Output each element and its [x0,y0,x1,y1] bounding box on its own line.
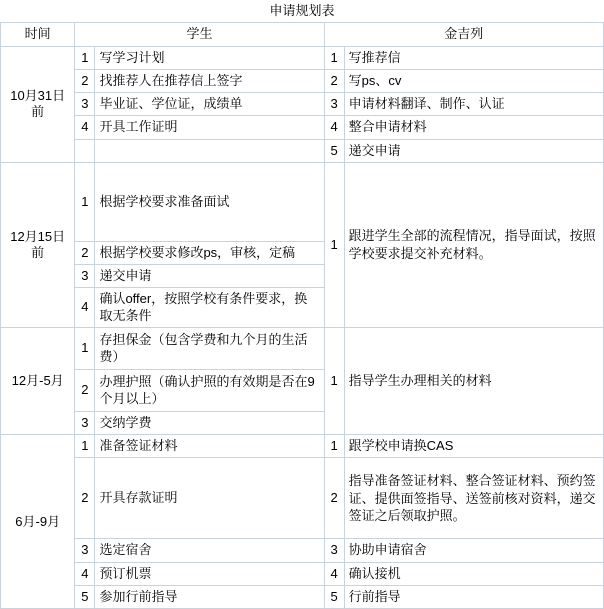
table-row [1,539,604,562]
header-agency: 金吉列 [324,23,603,46]
agency-task: 指导准备签证材料、整合签证材料、预约签证、提供面签指导、送签前核对资料，递交签证之后领取护照。 [344,458,603,539]
table-row [1,162,604,241]
student-task: 参加行前指导 [95,585,324,608]
student-index: 1 [75,162,95,241]
student-index-empty [75,139,95,162]
table-row [1,327,604,369]
student-task: 交纳学费 [95,411,324,434]
agency-task: 写ps、cv [344,69,603,92]
agency-task: 指导学生办理相关的材料 [344,327,603,434]
agency-index: 2 [324,458,344,539]
student-task: 开具存款证明 [95,458,324,539]
agency-index: 3 [324,539,344,562]
time-cell: 12月-5月 [1,327,75,434]
agency-index: 4 [324,116,344,139]
student-task: 选定宿舍 [95,539,324,562]
table-row [1,458,604,539]
table-row [1,562,604,585]
student-task: 找推荐人在推荐信上签字 [95,69,324,92]
student-index: 3 [75,539,95,562]
table-row [1,435,604,458]
time-cell: 10月31日前 [1,46,75,162]
student-task: 存担保金（包含学费和九个月的生活费） [95,327,324,369]
agency-task: 跟学校申请换CAS [344,435,603,458]
student-task: 毕业证、学位证，成绩单 [95,93,324,116]
agency-task: 递交申请 [344,139,603,162]
agency-task: 跟进学生全部的流程情况，指导面试，按照学校要求提交补充材料。 [344,162,603,327]
agency-task: 整合申请材料 [344,116,603,139]
table-row [1,46,604,69]
student-index: 3 [75,411,95,434]
header-row [1,23,604,46]
student-index: 5 [75,585,95,608]
agency-task: 写推荐信 [344,46,603,69]
table-row [1,585,604,608]
student-index: 2 [75,241,95,264]
student-task: 办理护照（确认护照的有效期是否在9个月以上） [95,369,324,411]
agency-task: 申请材料翻译、制作、认证 [344,93,603,116]
student-task: 根据学校要求修改ps，审核，定稿 [95,241,324,264]
table-row [1,93,604,116]
table-row [1,139,604,162]
agency-task: 确认接机 [344,562,603,585]
student-index: 2 [75,369,95,411]
student-index: 2 [75,458,95,539]
student-index: 4 [75,288,95,328]
student-index: 4 [75,562,95,585]
student-index: 2 [75,69,95,92]
time-cell: 12月15日前 [1,162,75,327]
agency-task: 协助申请宿舍 [344,539,603,562]
student-task: 确认offer，按照学校有条件要求，换取无条件 [95,288,324,328]
page-title: 申请规划表 [269,3,335,18]
agency-index: 1 [324,46,344,69]
agency-index: 1 [324,327,344,434]
student-task: 递交申请 [95,265,324,288]
table-row [1,116,604,139]
student-index: 4 [75,116,95,139]
header-student: 学生 [75,23,324,46]
student-index: 1 [75,435,95,458]
agency-index: 1 [324,435,344,458]
student-index: 3 [75,265,95,288]
header-time: 时间 [1,23,75,46]
title-row [1,0,604,23]
student-task-empty [95,139,324,162]
student-index: 1 [75,327,95,369]
student-task: 预订机票 [95,562,324,585]
student-index: 3 [75,93,95,116]
student-index: 1 [75,46,95,69]
student-task: 根据学校要求准备面试 [95,162,324,241]
agency-index: 1 [324,162,344,327]
agency-index: 3 [324,93,344,116]
agency-index: 5 [324,585,344,608]
table-row [1,69,604,92]
time-cell: 6月-9月 [1,435,75,609]
agency-index: 2 [324,69,344,92]
agency-task: 行前指导 [344,585,603,608]
agency-index: 5 [324,139,344,162]
student-task: 开具工作证明 [95,116,324,139]
agency-index: 4 [324,562,344,585]
student-task: 准备签证材料 [95,435,324,458]
student-task: 写学习计划 [95,46,324,69]
